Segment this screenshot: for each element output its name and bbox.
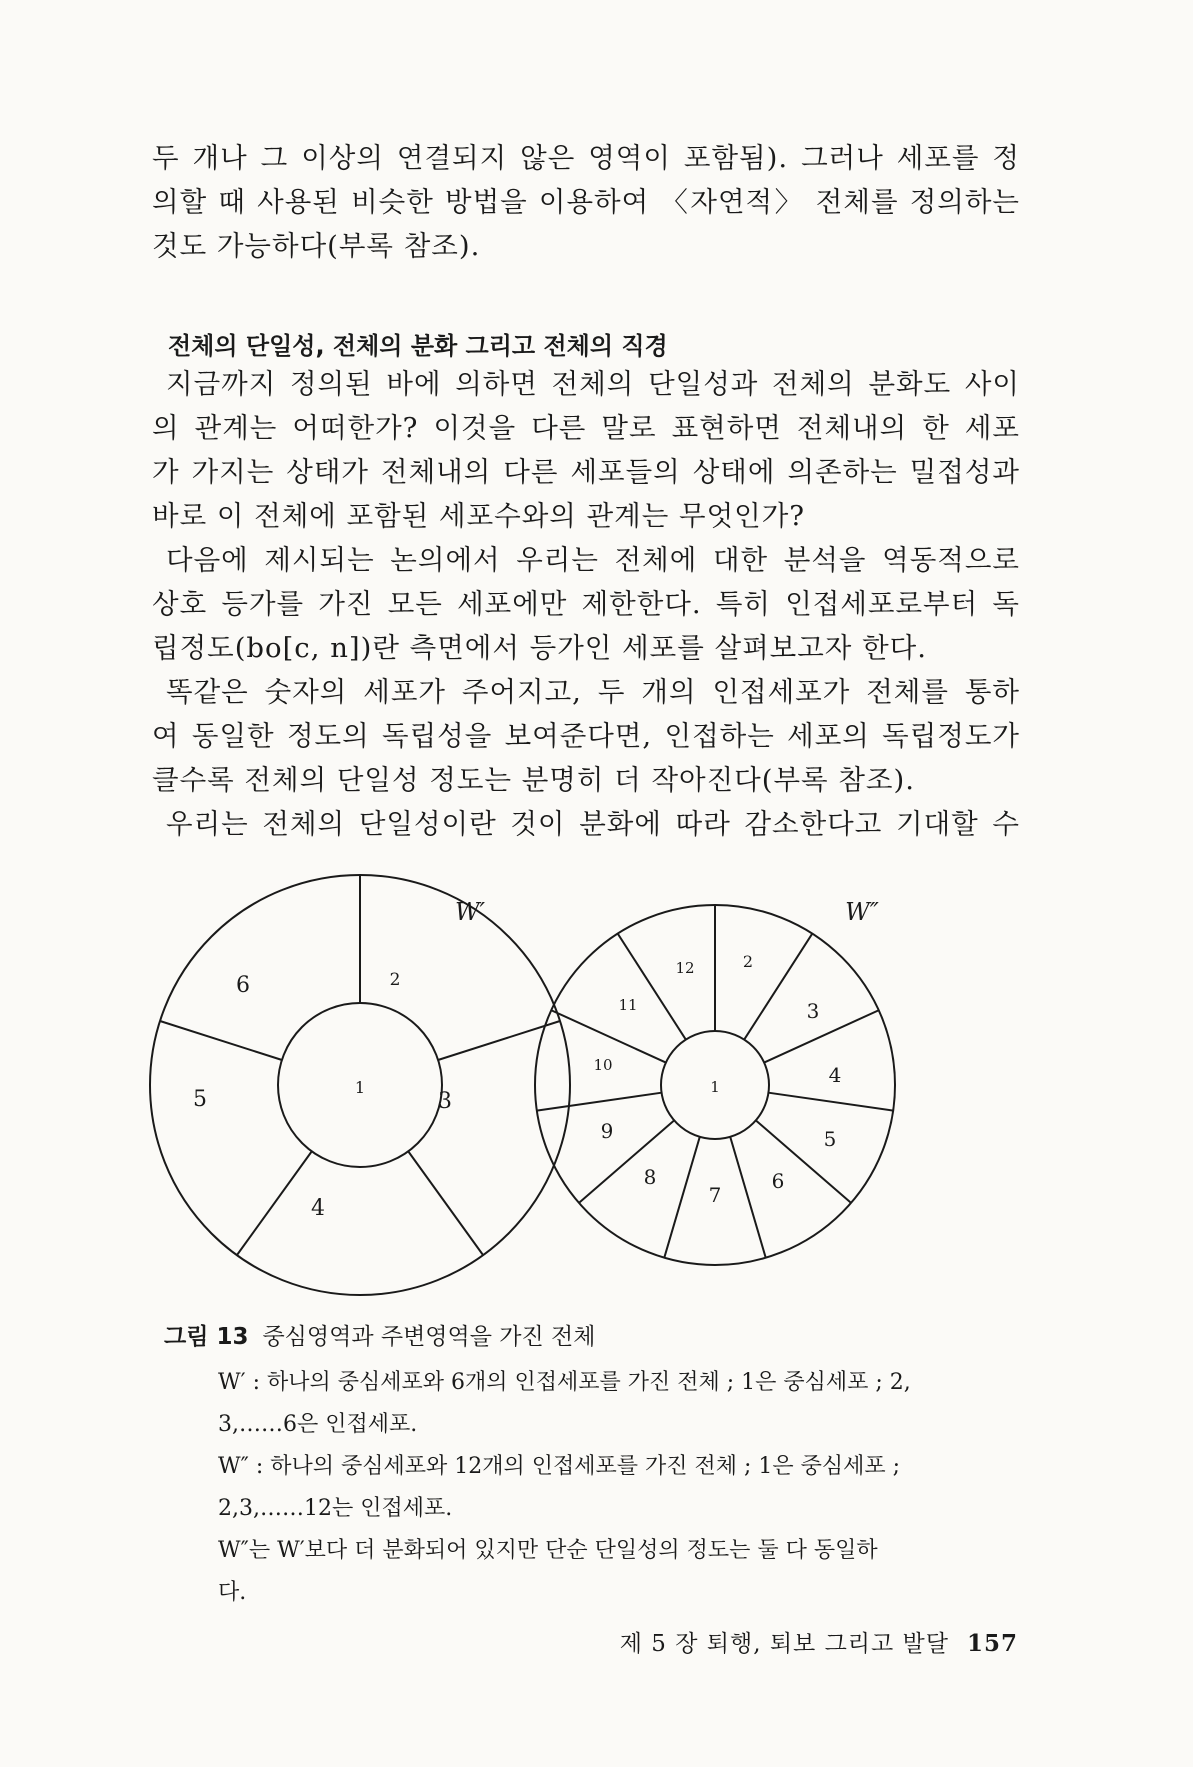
paragraph-1 — [152, 136, 1020, 268]
cell-label: 3 — [806, 999, 820, 1023]
cell-label: 2 — [742, 952, 754, 971]
cell-label: 11 — [618, 996, 638, 1014]
caption-line: W′ : 하나의 중심세포와 6개의 인접세포를 가진 전체 ; 1은 중심세포 ; 2, — [218, 1370, 911, 1395]
page-footer — [620, 1625, 1018, 1658]
figure-13 — [140, 870, 1070, 1314]
page-number: 157 — [966, 1630, 1018, 1657]
paragraph-5 — [152, 802, 1020, 846]
text-line: 가 가지는 상태가 전체내의 다른 세포들의 상태에 의존하는 밀접성과 — [152, 456, 1020, 488]
spoke — [618, 934, 686, 1040]
paragraph-3 — [152, 538, 1020, 670]
text-line: 의 관계는 어떠한가? 이것을 다른 말로 표현하면 전체내의 한 세포 — [152, 412, 1020, 444]
spoke — [756, 1120, 851, 1203]
spoke — [744, 934, 812, 1040]
text-line: 것도 가능하다(부록 참조). — [152, 230, 481, 262]
cell-label: 6 — [771, 1169, 785, 1193]
cell-label: 9 — [600, 1119, 614, 1143]
spoke — [160, 1021, 282, 1060]
cell-label: 10 — [593, 1056, 613, 1074]
w-double-prime-labels — [593, 898, 878, 1207]
figure-caption-title — [164, 1318, 595, 1351]
text-line: 우리는 전체의 단일성이란 것이 분화에 따라 감소한다고 기대할 수 — [166, 808, 1020, 840]
spoke — [664, 1137, 699, 1258]
diagram-label-w-prime: W′ — [454, 898, 486, 926]
text-line: 다음에 제시되는 논의에서 우리는 전체에 대한 분석을 역동적으로 — [166, 544, 1020, 576]
paragraph-2 — [152, 318, 1020, 538]
spoke — [408, 1151, 483, 1255]
text-line: 상호 등가를 가진 모든 세포에만 제한한다. 특히 인접세포로부터 독 — [152, 588, 1020, 620]
cell-label: 2 — [389, 970, 401, 990]
caption-line: 2,3,……12는 인접세포. — [218, 1496, 453, 1521]
spoke — [768, 1093, 893, 1111]
cell-label: 12 — [675, 959, 695, 977]
spoke — [438, 1021, 560, 1060]
text-line: 의할 때 사용된 비슷한 방법을 이용하여 〈자연적〉 전체를 정의하는 — [152, 186, 1020, 218]
cell-label: 4 — [828, 1063, 842, 1087]
cell-label: 6 — [236, 973, 250, 998]
text-line: 립정도(bo[c, n])란 측면에서 등가인 세포를 살펴보고자 한다. — [152, 632, 927, 664]
figure-title: 중심영역과 주변영역을 가진 전체 — [262, 1324, 596, 1350]
cell-label-center: 1 — [354, 1078, 366, 1097]
spoke — [579, 1120, 674, 1203]
text-line: 똑같은 숫자의 세포가 주어지고, 두 개의 인접세포가 전체를 통하 — [166, 676, 1020, 708]
spoke — [764, 1010, 879, 1062]
diagram-label-w-double-prime: W″ — [845, 898, 879, 926]
caption-line: 다. — [218, 1580, 247, 1605]
figure-svg — [140, 870, 1070, 1310]
spoke — [730, 1137, 765, 1258]
cell-label: 8 — [643, 1165, 657, 1189]
caption-line: 3,……6은 인접세포. — [218, 1412, 418, 1437]
text-line: 바로 이 전체에 포함된 세포수와의 관계는 무엇인가? — [152, 500, 806, 532]
figure-number: 그림 13 — [164, 1324, 249, 1350]
cell-label: 4 — [311, 1196, 325, 1221]
cell-label: 5 — [823, 1127, 837, 1151]
cell-label-center: 1 — [710, 1078, 720, 1096]
text-line: 두 개나 그 이상의 연결되지 않은 영역이 포함됨). 그러나 세포를 정 — [152, 142, 1020, 174]
text-line: 여 동일한 정도의 독립성을 보여준다면, 인접하는 세포의 독립정도가 — [152, 720, 1020, 752]
section-heading: 전체의 단일성, 전체의 분화 그리고 전체의 직경 — [168, 332, 668, 360]
caption-line: W″는 W′보다 더 분화되어 있지만 단순 단일성의 정도는 둘 다 동일하 — [218, 1538, 878, 1563]
figure-caption-body — [218, 1362, 1002, 1614]
text-line: 클수록 전체의 단일성 정도는 분명히 더 작아진다(부록 참조). — [152, 764, 915, 796]
running-footer: 제 5 장 퇴행, 퇴보 그리고 발달 — [619, 1631, 949, 1657]
cell-label: 5 — [193, 1087, 207, 1112]
paragraph-4 — [152, 670, 1020, 802]
spoke — [537, 1093, 662, 1111]
cell-label: 7 — [708, 1183, 722, 1207]
spoke — [237, 1151, 312, 1255]
text-line: 지금까지 정의된 바에 의하면 전체의 단일성과 전체의 분화도 사이 — [166, 368, 1020, 400]
cell-label: 3 — [438, 1089, 452, 1114]
caption-line: W″ : 하나의 중심세포와 12개의 인접세포를 가진 전체 ; 1은 중심세포 ; — [218, 1454, 901, 1479]
